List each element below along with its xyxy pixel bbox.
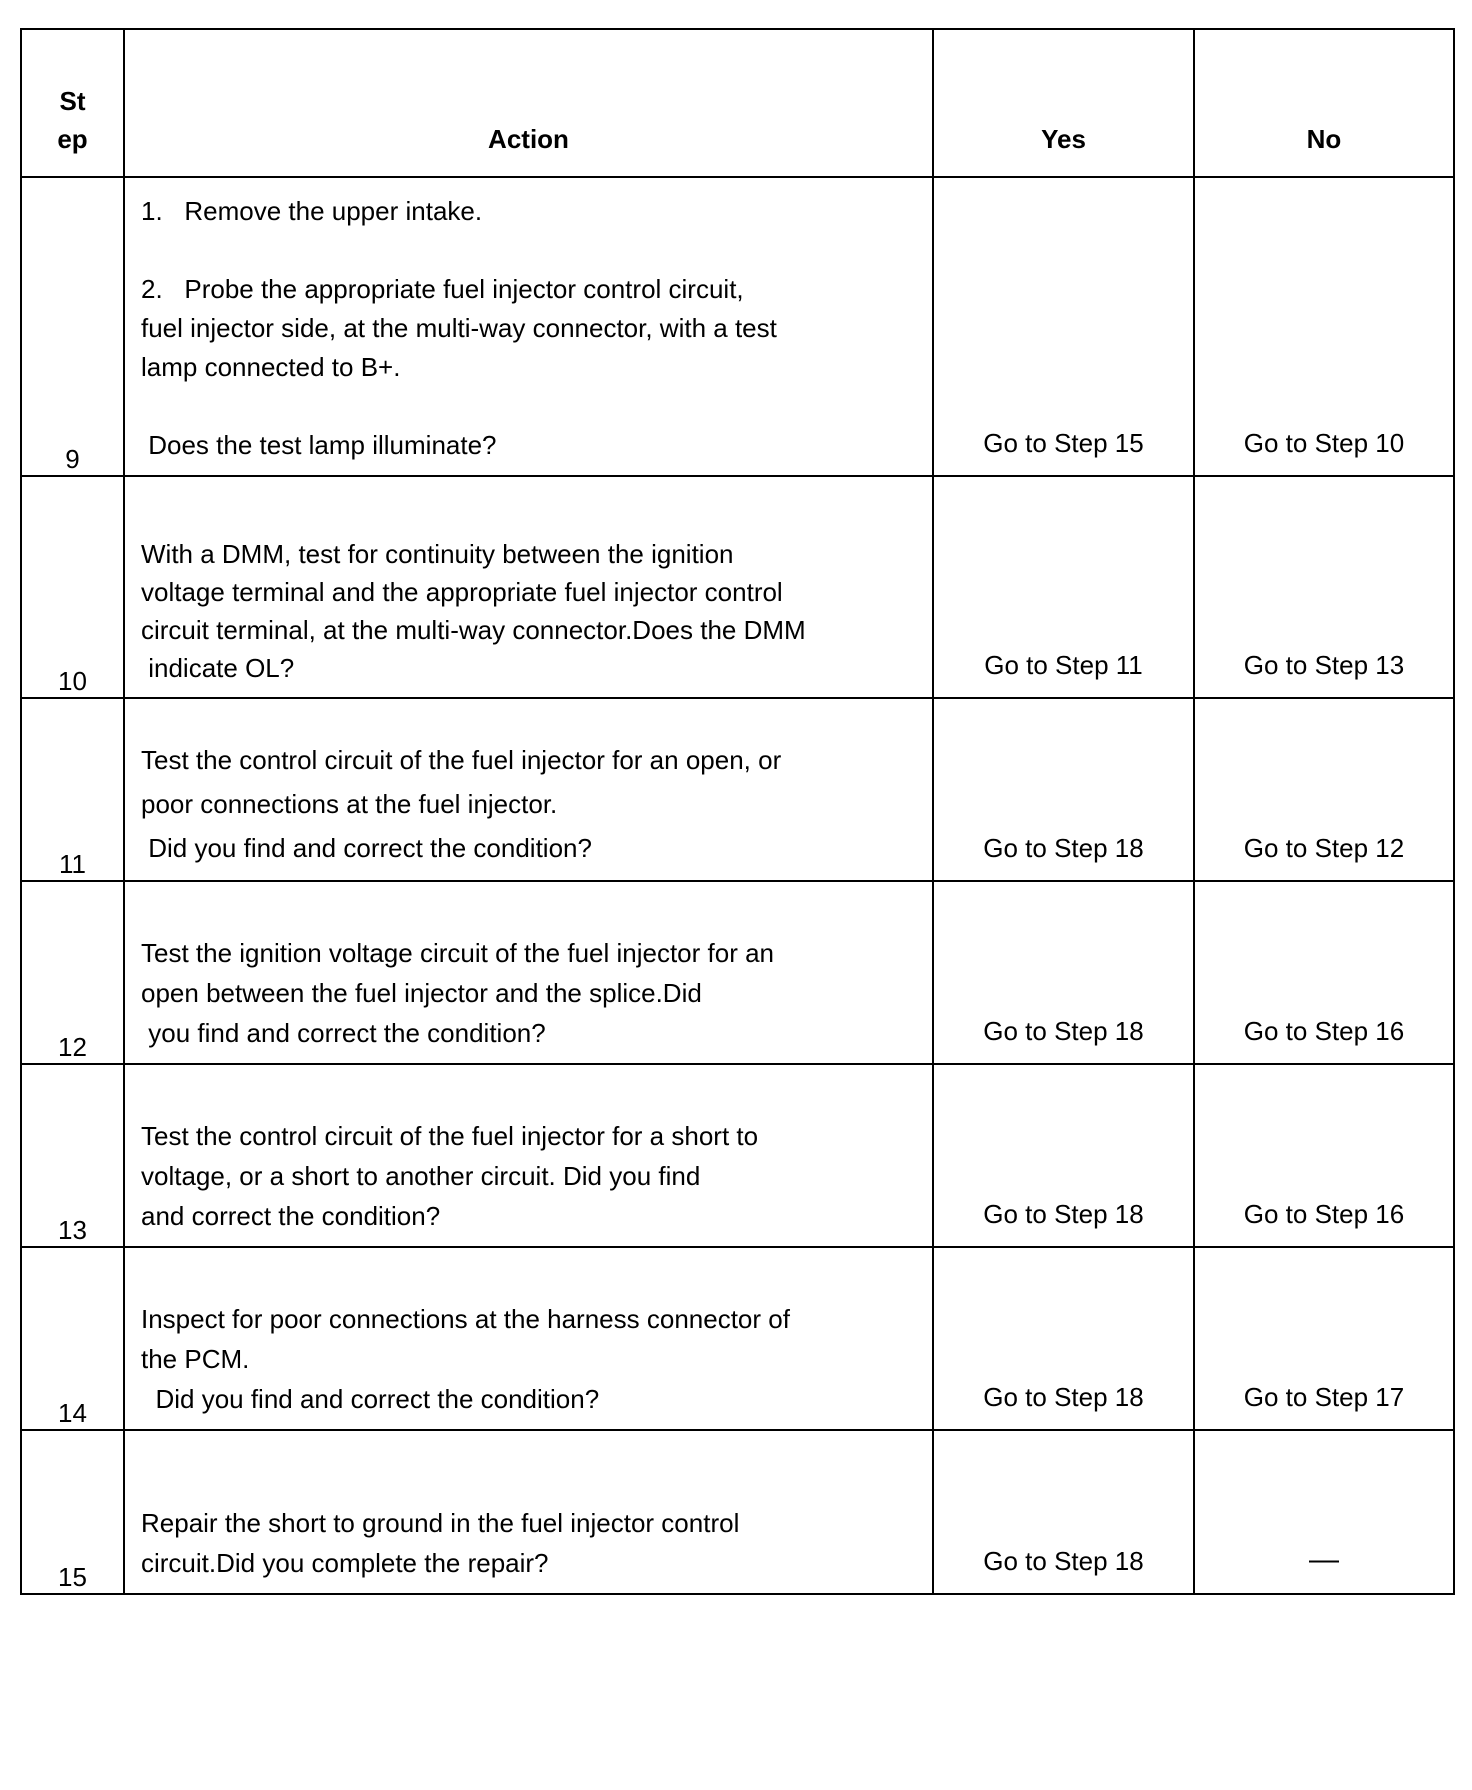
no-cell: Go to Step 13 [1194, 476, 1454, 698]
header-no: No [1194, 29, 1454, 177]
yes-cell: Go to Step 11 [933, 476, 1194, 698]
yes-cell: Go to Step 18 [933, 881, 1194, 1064]
step-number: 10 [21, 476, 124, 698]
table-row [21, 476, 1454, 698]
step-action: Test the control circuit of the fuel injector for an open, or poor connections at the fuel injector. Did you find and correct the condition? [124, 698, 933, 881]
no-cell: Go to Step 10 [1194, 177, 1454, 476]
yes-cell: Go to Step 18 [933, 1430, 1194, 1594]
step-action: Repair the short to ground in the fuel injector control circuit.Did you complete the repair? [124, 1430, 933, 1594]
header-action: Action [124, 29, 933, 177]
step-number: 14 [21, 1247, 124, 1430]
step-action: Test the control circuit of the fuel injector for a short to voltage, or a short to another circuit. Did you find and correct the condition? [124, 1064, 933, 1247]
yes-cell: Go to Step 15 [933, 177, 1194, 476]
no-cell: Go to Step 17 [1194, 1247, 1454, 1430]
step-number: 15 [21, 1430, 124, 1594]
table-row [21, 1064, 1454, 1247]
table-row [21, 177, 1454, 476]
header-step: St ep [21, 29, 124, 177]
no-cell: Go to Step 16 [1194, 881, 1454, 1064]
step-action: Test the ignition voltage circuit of the fuel injector for an open between the fuel injector and the splice.Did you find and correct the condition? [124, 881, 933, 1064]
table-row [21, 698, 1454, 881]
step-action: With a DMM, test for continuity between the ignition voltage terminal and the appropriate fuel injector control circuit terminal, at the multi-way connector.Does the DMM indicate OL? [124, 476, 933, 698]
step-number: 12 [21, 881, 124, 1064]
step-number: 9 [21, 177, 124, 476]
step-action: Inspect for poor connections at the harness connector of the PCM. Did you find and correct the condition? [124, 1247, 933, 1430]
yes-cell: Go to Step 18 [933, 698, 1194, 881]
diagnostic-steps-table [20, 28, 1455, 1595]
step-number: 11 [21, 698, 124, 881]
no-cell: Go to Step 12 [1194, 698, 1454, 881]
no-cell: — [1194, 1430, 1454, 1594]
no-cell: Go to Step 16 [1194, 1064, 1454, 1247]
yes-cell: Go to Step 18 [933, 1247, 1194, 1430]
table-row [21, 1247, 1454, 1430]
step-number: 13 [21, 1064, 124, 1247]
table-row [21, 881, 1454, 1064]
step-action: 1. Remove the upper intake. 2. Probe the appropriate fuel injector control circuit, fuel injector side, at the multi-way connector, with a test lamp connected to B+. Does the test lamp illuminate? [124, 177, 933, 476]
yes-cell: Go to Step 18 [933, 1064, 1194, 1247]
header-yes: Yes [933, 29, 1194, 177]
table-row [21, 1430, 1454, 1594]
header-row [21, 29, 1454, 177]
